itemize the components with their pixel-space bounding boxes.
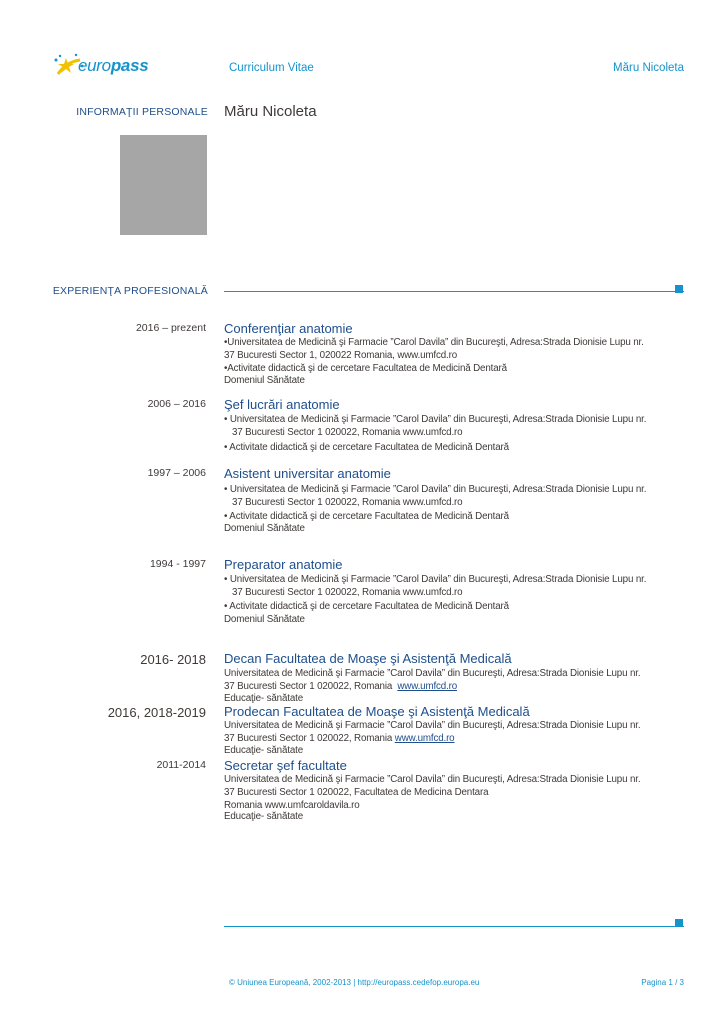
item-domain: Educaţie- sănătate	[224, 745, 303, 756]
item-line: • Activitate didactică şi de cercetare Facultatea de Medicină Dentară	[224, 511, 509, 522]
item-line: • Universitatea de Medicină şi Farmacie ”Carol Davila” din Bucureşti, Adresa:Strada Dionisie Lupu nr.	[224, 484, 647, 495]
personal-info-label: INFORMAŢII PERSONALE	[76, 106, 208, 118]
website-link[interactable]: www.umfcd.ro	[394, 733, 455, 744]
item-domain: Domeniul Sănătate	[224, 523, 305, 534]
item-line: • Activitate didactică şi de cercetare Facultatea de Medicină Dentară	[224, 601, 509, 612]
item-date: 1997 – 2006	[147, 467, 206, 479]
item-line: Universitatea de Medicină şi Farmacie ”Carol Davila” din Bucureşti, Adresa:Strada Dionisie Lupu nr.	[224, 668, 641, 679]
item-date: 2016 – prezent	[135, 322, 206, 334]
item-line: 37 Bucuresti Sector 1 020022, Romania www.umfcd.ro	[232, 587, 463, 598]
item-line: •Universitatea de Medicină şi Farmacie ”Carol Davila” din Bucureşti, Adresa:Strada Dionisie Lupu nr.	[224, 337, 644, 348]
item-title: Conferenţiar anatomie	[224, 321, 353, 336]
item-date: 2011-2014	[156, 759, 206, 771]
item-line	[224, 733, 454, 744]
item-line: • Universitatea de Medicină şi Farmacie ”Carol Davila” din Bucureşti, Adresa:Strada Dionisie Lupu nr.	[224, 574, 647, 585]
footer-copyright: © Uniunea Europeană, 2002-2013 | http://europass.cedefop.europa.eu	[229, 978, 480, 987]
item-title: Asistent universitar anatomie	[224, 466, 391, 481]
item-line-text: 37 Bucuresti Sector 1 020022, Romania	[224, 733, 393, 744]
bottom-rule	[224, 926, 684, 927]
logo-text-b: pass	[110, 56, 149, 75]
item-line: 37 Bucuresti Sector 1 020022, Romania www.umfcd.ro	[232, 427, 463, 438]
header-person-name: Măru Nicoleta	[613, 62, 684, 74]
item-title: Prodecan Facultatea de Moaşe şi Asistenţă Medicală	[224, 704, 530, 719]
item-line: • Activitate didactică şi de cercetare Facultatea de Medicină Dentară	[224, 442, 509, 453]
bottom-rule-marker	[675, 919, 683, 927]
item-date: 2016, 2018-2019	[107, 705, 206, 720]
item-domain: Domeniul Sănătate	[224, 614, 305, 625]
item-title: Secretar şef facultate	[224, 758, 347, 773]
item-title: Şef lucrări anatomie	[224, 397, 340, 412]
item-line	[224, 681, 457, 692]
item-domain: Domeniul Sănătate	[224, 375, 305, 386]
footer-page-number: Pagina 1 / 3	[641, 978, 684, 987]
photo-placeholder	[120, 135, 207, 235]
website-link[interactable]: www.umfcd.ro	[397, 681, 458, 692]
item-date: 2016- 2018	[140, 652, 206, 667]
item-line: 37 Bucuresti Sector 1, 020022 Romania, www.umfcd.ro	[224, 350, 458, 361]
item-line: Romania www.umfcaroldavila.ro	[224, 800, 360, 811]
item-title: Preparator anatomie	[224, 557, 343, 572]
europass-wordmark	[78, 56, 148, 76]
person-name: Măru Nicoleta	[224, 103, 317, 120]
section-rule	[224, 291, 684, 292]
document-title: Curriculum Vitae	[229, 62, 314, 74]
item-line-text: 37 Bucuresti Sector 1 020022, Romania	[224, 681, 393, 692]
item-date: 1994 - 1997	[149, 558, 206, 570]
item-date: 2006 – 2016	[147, 398, 206, 410]
item-line: •Activitate didactică şi de cercetare Facultatea de Medicină Dentară	[224, 363, 507, 374]
item-line: • Universitatea de Medicină şi Farmacie ”Carol Davila” din Bucureşti, Adresa:Strada Dionisie Lupu nr.	[224, 414, 647, 425]
experience-label: EXPERIENŢA PROFESIONALĂ	[52, 285, 208, 297]
item-line: 37 Bucuresti Sector 1 020022, Romania www.umfcd.ro	[232, 497, 463, 508]
logo-text-a: euro	[78, 56, 111, 75]
item-line: 37 Bucuresti Sector 1 020022, Facultatea de Medicina Dentara	[224, 787, 489, 798]
section-rule-marker	[675, 285, 683, 293]
item-line: Universitatea de Medicină şi Farmacie ”Carol Davila” din Bucureşti, Adresa:Strada Dionisie Lupu nr.	[224, 720, 641, 731]
item-domain: Educaţie- sănătate	[224, 693, 303, 704]
item-domain: Educaţie- sănătate	[224, 811, 303, 822]
item-line: Universitatea de Medicină şi Farmacie ”Carol Davila” din Bucureşti, Adresa:Strada Dionisie Lupu nr.	[224, 774, 641, 785]
item-title: Decan Facultatea de Moaşe şi Asistenţă Medicală	[224, 651, 512, 666]
